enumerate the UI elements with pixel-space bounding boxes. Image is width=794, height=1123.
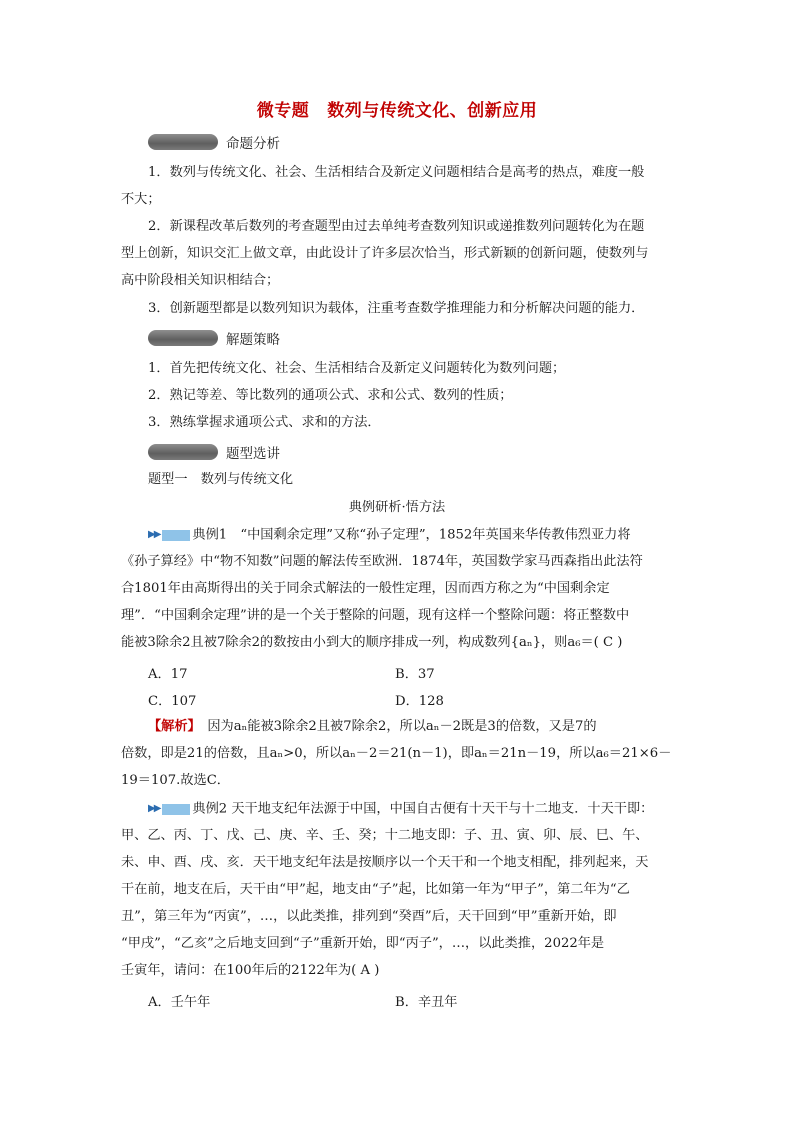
section-badge: [148, 444, 218, 460]
title-main: 数列与传统文化、创新应用: [327, 101, 538, 121]
section-header-analysis: [148, 133, 280, 151]
solution-line: 19＝107.故选C．: [121, 773, 230, 788]
text-line: 不大；: [121, 192, 161, 207]
example-marker-icon: ▶▶: [148, 800, 190, 818]
text-line: 2．新课程改革后数列的考查题型由过去单纯考查数列知识或递推数列问题转化为在题: [148, 219, 645, 234]
text-line: 型上创新，知识交汇上做文章，由此设计了许多层次恰当，形式新颖的创新问题，使数列与: [121, 246, 649, 261]
section-badge: [148, 330, 218, 346]
example1-line: 理”．“中国剩余定理”讲的是一个关于整除的问题，现有这样一个整除问题：将正整数中: [121, 608, 630, 623]
example1-line: 《孙子算经》中“物不知数”问题的解法传至欧洲．1874年，英国数学家马西森指出此法符: [121, 554, 643, 569]
example2-line: 干在前，地支在后，天干由“甲”起，地支由“子”起，比如第一年为“甲子”，第二年为“乙: [121, 882, 630, 897]
section-label: 解题策略: [226, 332, 280, 348]
example-marker-icon: ▶▶: [148, 526, 190, 544]
solution-line: 倍数，即是21的倍数，且aₙ>0，所以aₙ－2＝21(n－1)，即aₙ＝21n－19，所以a₆＝21×6－: [121, 746, 672, 761]
section-header-strategy: [148, 329, 280, 347]
page-title: [0, 96, 794, 121]
example2-line: ▶▶ 典例2 天干地支纪年法源于中国，中国自古便有十天干与十二地支．十天干即：: [148, 801, 654, 817]
section-badge: [148, 134, 218, 150]
solution-label: 【解析】: [148, 719, 195, 734]
section-label: 题型选讲: [226, 446, 280, 462]
option-c: C．107: [148, 694, 197, 709]
example2-line: 未、申、酉、戌、亥．天干地支纪年法是按顺序以一个天干和一个地支相配，排列起来，天: [121, 855, 649, 870]
text-line: 1．首先把传统文化、社会、生活相结合及新定义问题转化为数列问题；: [148, 361, 566, 376]
section-header-selected: [148, 443, 280, 461]
example2-line: “甲戌”，“乙亥”之后地支回到“子”重新开始，即“丙子”，…，以此类推，2022年是: [121, 936, 605, 951]
example2-line: 丑”，第三年为“丙寅”，…，以此类推，排列到“癸酉”后，天干回到“甲”重新开始，即: [121, 909, 617, 924]
example2-line: 甲、乙、丙、丁、戊、己、庚、辛、壬、癸；十二地支即：子、丑、寅、卯、辰、巳、午、: [121, 828, 649, 843]
text-line: 1．数列与传统文化、社会、生活相结合及新定义问题相结合是高考的热点，难度一般: [148, 165, 645, 180]
text-line: 高中阶段相关知识相结合；: [121, 273, 280, 288]
option-a: A．壬午年: [148, 995, 211, 1010]
option-d: D．128: [395, 694, 444, 709]
type-heading: 题型一 数列与传统文化: [148, 472, 294, 487]
section-label: 命题分析: [226, 136, 280, 152]
title-prefix: 微专题: [256, 101, 310, 121]
text-line: 3．熟练掌握求通项公式、求和的方法．: [148, 415, 381, 430]
option-b: B．辛丑年: [395, 995, 458, 1010]
solution-line: 【解析】 因为aₙ能被3除余2且被7除余2，所以aₙ－2既是3的倍数，又是7的: [148, 719, 597, 734]
text-line: 2．熟记等差、等比数列的通项公式、求和公式、数列的性质；: [148, 388, 513, 403]
option-b: B．37: [395, 667, 435, 682]
example1-line: ▶▶ 典例1 “中国剩余定理”又称“孙子定理”，1852年英国来华传教伟烈亚力将: [148, 527, 631, 543]
example1-line: 能被3除余2且被7除余2的数按由小到大的顺序排成一列，构成数列{aₙ}，则a₆＝( C ): [121, 635, 623, 650]
example1-line: 合1801年由高斯得出的关于同余式解法的一般性定理，因而西方称之为“中国剩余定: [121, 581, 610, 596]
example2-line: 壬寅年，请问：在100年后的2122年为( A ): [121, 963, 380, 978]
option-a: A．17: [148, 667, 188, 682]
subheading: 典例研析·悟方法: [348, 500, 446, 515]
text-line: 3．创新题型都是以数列知识为载体，注重考查数学推理能力和分析解决问题的能力．: [148, 301, 645, 316]
